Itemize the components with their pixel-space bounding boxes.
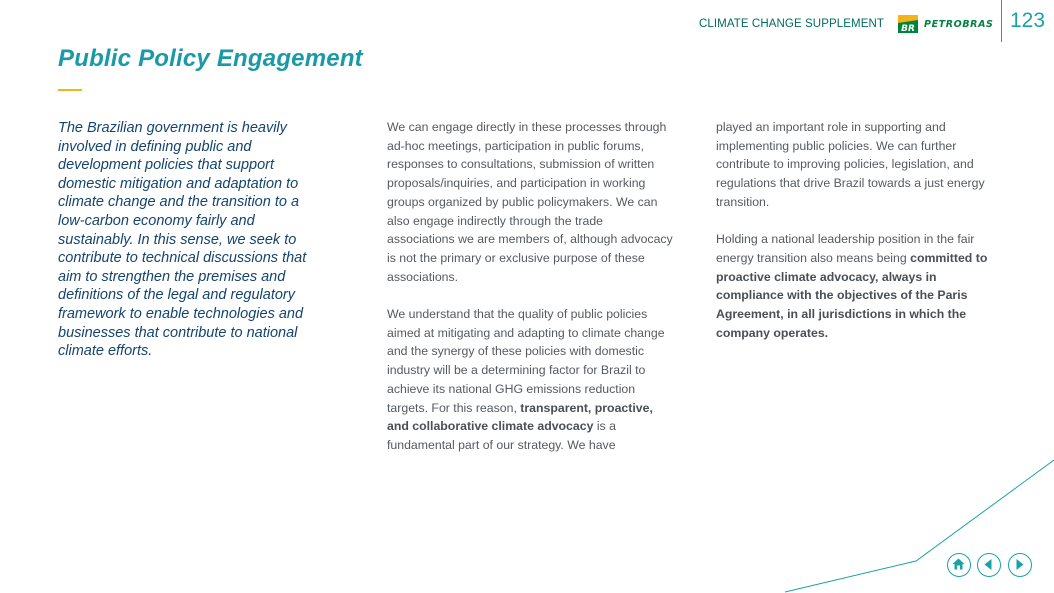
previous-page-button[interactable] (977, 553, 1001, 577)
brand-name: PETROBRAS (924, 18, 994, 30)
column2-paragraph-1: We can engage directly in these processes through ad-hoc meetings, participation in public forums, responses to consultations, submission of written proposals/inquiries, and participation in working groups organized by public policymakers. We can also engage indirectly through the trade associations we are members of, although advocacy is not the primary or exclusive purpose of these associations. (387, 120, 673, 284)
page-number: 123 (1010, 9, 1046, 32)
column2-p2-end: is a fundamental part of our strategy. We have (387, 419, 616, 452)
column3-paragraph-1: played an important role in supporting and implementing public policies. We can further contribute to improving policies, legislation, and regulations that drive Brazil towards a just energy transition. (716, 120, 985, 209)
page-title: Public Policy Engagement (58, 45, 363, 72)
column3-p2-start: Holding a national leadership position in the fair energy transition also means being (716, 232, 975, 265)
chevron-left-icon (978, 554, 999, 575)
next-page-button[interactable] (1008, 553, 1032, 577)
brand-mark-text: BR (901, 24, 915, 33)
column2-p2-start: We understand that the quality of public policies aimed at mitigating and adapting to climate change and the synergy of these policies with domestic industry will be a determining factor for Brazil to achieve its national GHG emissions reduction targets. For this reason, (387, 307, 665, 415)
column2-p2-bold: transparent, proactive, and collaborative climate advocacy (387, 400, 653, 434)
home-icon (948, 554, 969, 575)
home-button[interactable] (947, 553, 971, 577)
supplement-label: CLIMATE CHANGE SUPPLEMENT (698, 18, 884, 30)
column3-p2-bold: committed to proactive climate advocacy, always in compliance with the objectives of the Paris Agreement, in all jurisdictions in which the company operates. (716, 250, 988, 340)
intro-paragraph: The Brazilian government is heavily involved in defining public and development policies that support domestic mitigation and adaptation to climate change and the transition to a low-carbon economy fairly and sustainably. In this sense, we seek to contribute to technical discussions that aim to strengthen the premises and definitions of the legal and regulatory framework to enable technologies and businesses that contribute to national climate efforts. (58, 120, 307, 360)
chevron-right-icon (1009, 554, 1030, 575)
